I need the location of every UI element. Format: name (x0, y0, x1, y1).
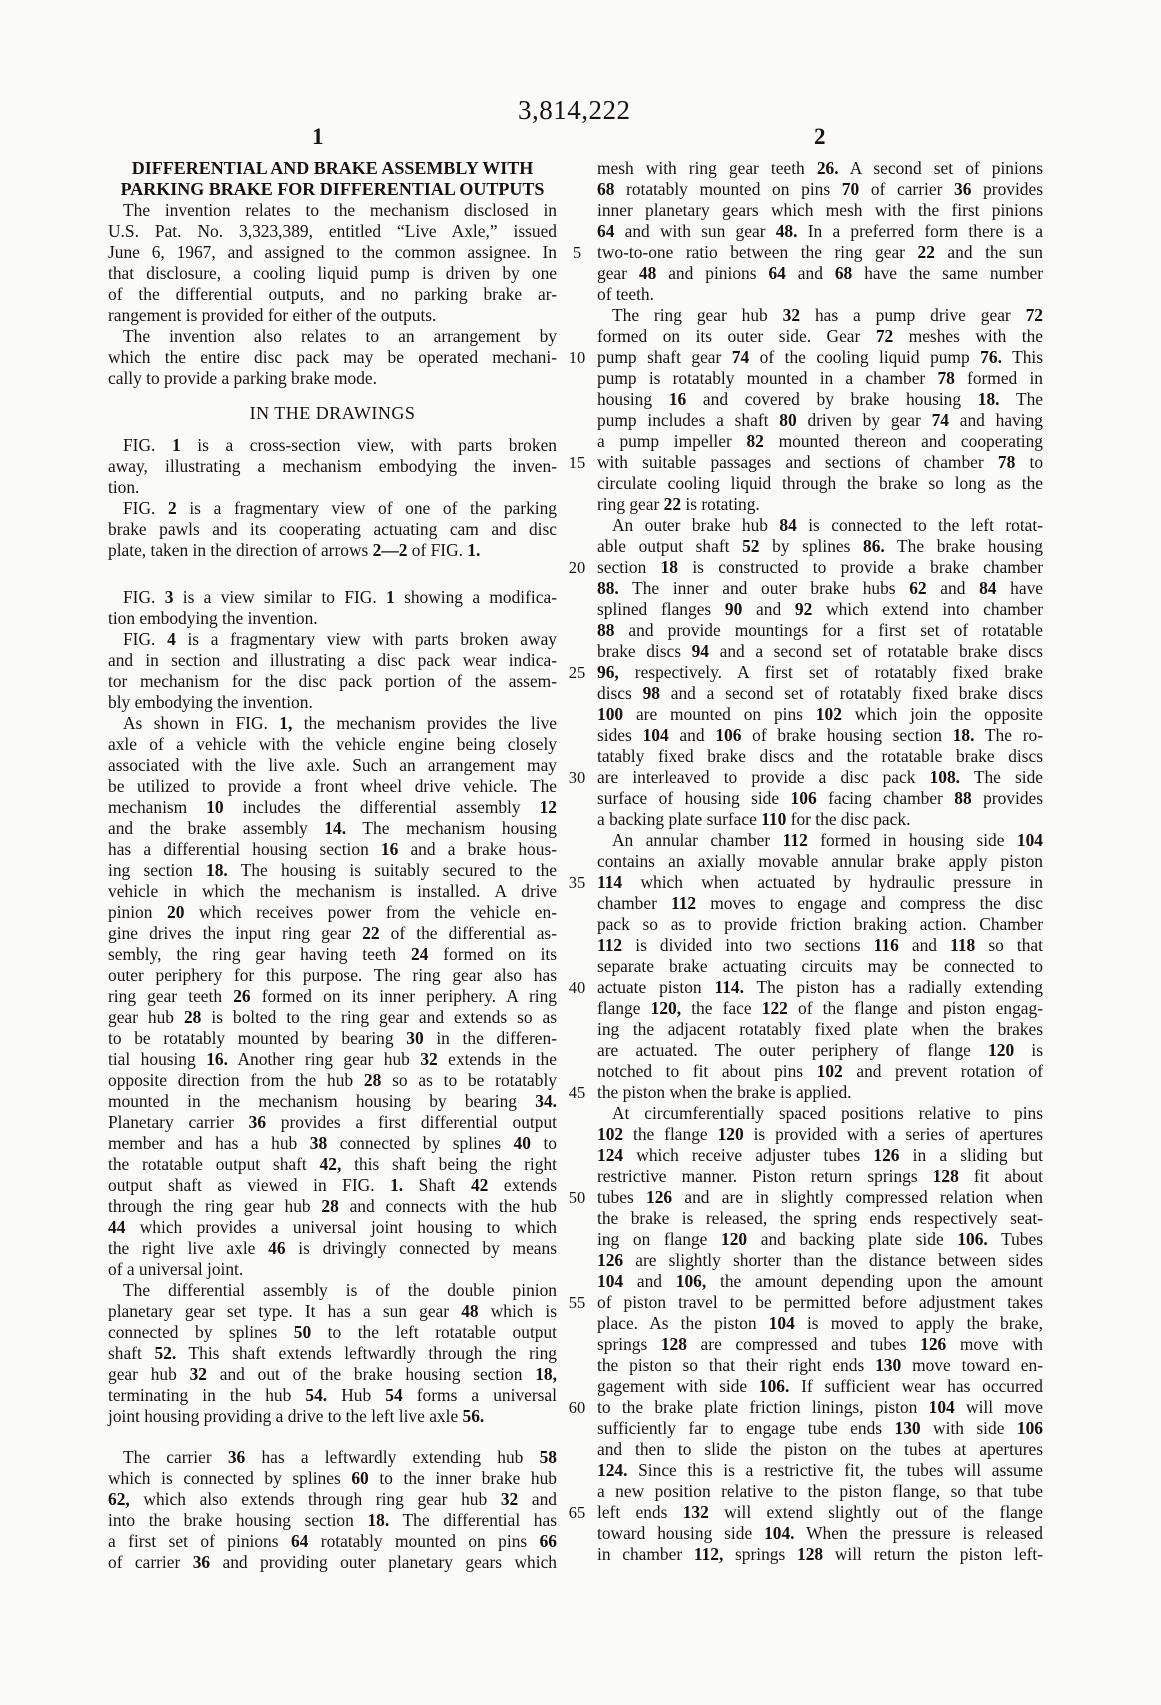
line-number: 60 (568, 1398, 586, 1417)
text-line: notched to fit about pins 102 and prevent rotation of (597, 1061, 1043, 1081)
text-line: and in section and illustrating a disc pack wear indica- (108, 650, 557, 670)
text-line: gear 48 and pinions 64 and 68 have the same number (597, 263, 1043, 283)
text-line: left ends 132 will extend slightly out of the flange (597, 1502, 1043, 1522)
text-line: discs 98 and a second set of rotatably fixed brake discs (597, 683, 1043, 703)
text-line: a first set of pinions 64 rotatably mounted on pins 66 (108, 1531, 557, 1551)
text-line: separate brake actuating circuits may be connected to (597, 956, 1043, 976)
text-line: are interleaved to provide a disc pack 108. The side (597, 767, 1044, 787)
text-line: formed on its outer side. Gear 72 meshes with the (597, 326, 1044, 346)
text-line: pump shaft gear 74 of the cooling liquid pump 76. This (597, 347, 1044, 367)
line-number: 5 (572, 243, 582, 262)
paragraph-spacer (108, 561, 557, 587)
text-line: PARKING BRAKE FOR DIFFERENTIAL OUTPUTS (120, 179, 545, 199)
line-numbers-gutter (556, 158, 598, 1578)
text-line: tatably fixed brake discs and the rotatable brake discs (597, 746, 1043, 766)
text-line: splined flanges 90 and 92 which extend into chamber (597, 599, 1043, 619)
paragraph (108, 326, 557, 389)
text-line: section 18 is constructed to provide a brake chamber (597, 557, 1044, 577)
line-number: 40 (568, 978, 586, 997)
paragraph (108, 435, 557, 498)
text-line: FIG. 4 is a fragmentary view with parts broken away (123, 629, 558, 649)
text-line: tion. (108, 477, 140, 497)
text-line: a pump impeller 82 mounted thereon and cooperating (597, 431, 1044, 451)
line-number: 55 (568, 1293, 586, 1312)
text-line: gine drives the input ring gear 22 of the differential as- (108, 923, 557, 943)
text-line: toward housing side 104. When the pressure is released (597, 1523, 1043, 1543)
text-line: and the brake assembly 14. The mechanism housing (108, 818, 557, 838)
text-line: shaft 52. This shaft extends leftwardly through the ring (108, 1343, 558, 1363)
text-line: 112 is divided into two sections 116 and 118 so that (597, 935, 1043, 955)
text-line: the piston so that their right ends 130 move toward en- (597, 1355, 1043, 1375)
patent-title (108, 158, 557, 200)
text-line: 88 and provide mountings for a first set of rotatable (597, 620, 1043, 640)
line-number: 50 (568, 1188, 586, 1207)
text-line: tor mechanism for the disc pack portion of the assem- (108, 671, 557, 691)
text-line: associated with the live axle. Such an arrangement may (108, 755, 557, 775)
paragraph (597, 830, 1043, 1103)
text-line: pinion 20 which receives power from the vehicle en- (108, 902, 557, 922)
paragraph (108, 498, 557, 561)
text-line: which is connected by splines 60 to the inner brake hub (108, 1468, 557, 1488)
text-line: in chamber 112, springs 128 will return the piston left- (597, 1544, 1043, 1564)
line-number: 35 (568, 873, 586, 892)
text-line: with suitable passages and sections of chamber 78 to (597, 452, 1044, 472)
text-line: springs 128 are compressed and tubes 126 move with (597, 1334, 1044, 1354)
text-line: gear hub 28 is bolted to the ring gear and extends so as (108, 1007, 557, 1027)
patent-number: 3,814,222 (518, 95, 631, 125)
text-line: member and has a hub 38 connected by splines 40 to (108, 1133, 558, 1153)
text-line: circulate cooling liquid through the brake so long as the (597, 473, 1043, 493)
text-line: mesh with ring gear teeth 26. A second set of pinions (597, 158, 1043, 178)
text-line: axle of a vehicle with the vehicle engine being closely (108, 734, 557, 754)
text-line: DIFFERENTIAL AND BRAKE ASSEMBLY WITH (131, 158, 534, 178)
text-line: The carrier 36 has a leftwardly extending hub 58 (123, 1447, 557, 1467)
text-line: 44 which provides a universal joint housing to which (108, 1217, 557, 1237)
text-line: brake discs 94 and a second set of rotatable brake discs (597, 641, 1043, 661)
text-line: the piston when the brake is applied. (597, 1082, 852, 1102)
text-line: The ring gear hub 32 has a pump drive gear 72 (612, 305, 1043, 325)
text-line: sufficiently far to engage tube ends 130 with side 106 (597, 1418, 1043, 1438)
text-line: brake pawls and its cooperating actuating cam and disc (108, 519, 557, 539)
text-line: into the brake housing section 18. The differential has (108, 1510, 557, 1530)
text-line: the brake is released, the spring ends respectively seat- (597, 1208, 1043, 1228)
text-line: tial housing 16. Another ring gear hub 32 extends in the (108, 1049, 557, 1069)
line-number: 30 (568, 768, 586, 787)
text-line: FIG. 3 is a view similar to FIG. 1 showing a modifica- (123, 587, 557, 607)
text-line: of carrier 36 and providing outer planetary gears which (108, 1552, 557, 1572)
text-line: chamber 112 moves to engage and compress the disc (597, 893, 1043, 913)
text-line: connected by splines 50 to the left rotatable output (108, 1322, 557, 1342)
text-line: ring gear teeth 26 formed on its inner periphery. A ring (108, 986, 557, 1006)
text-line: sembly, the ring gear having teeth 24 formed on its (108, 944, 557, 964)
text-line: FIG. 1 is a cross-section view, with parts broken (123, 435, 557, 455)
column-number-left: 1 (312, 124, 324, 149)
text-line: 124 which receive adjuster tubes 126 in a sliding but (597, 1145, 1043, 1165)
text-line: 62, which also extends through ring gear hub 32 and (108, 1489, 557, 1509)
text-line: pack so as to provide friction braking action. Chamber (597, 914, 1043, 934)
text-line: which the entire disc pack may be operated mechani- (108, 347, 557, 367)
text-line: vehicle in which the mechanism is installed. A drive (108, 881, 557, 901)
text-line: tubes 126 and are in slightly compressed relation when (597, 1187, 1044, 1207)
text-line: 68 rotatably mounted on pins 70 of carrier 36 provides (597, 179, 1043, 199)
text-line: sides 104 and 106 of brake housing section 18. The ro- (597, 725, 1043, 745)
text-line: be utilized to provide a front wheel drive vehicle. The (108, 776, 557, 796)
text-line: tion embodying the invention. (108, 608, 318, 628)
paragraph (108, 587, 557, 629)
line-number: 15 (568, 453, 586, 472)
text-line: of the differential outputs, and no parking brake ar- (108, 284, 557, 304)
text-line: that disclosure, a cooling liquid pump is driven by one (108, 263, 557, 283)
line-number: 45 (568, 1083, 586, 1102)
text-line: 96, respectively. A first set of rotatably fixed brake (597, 662, 1043, 682)
text-line: 64 and with sun gear 48. In a preferred form there is a (597, 221, 1043, 241)
paragraph (597, 305, 1043, 515)
text-line: 100 are mounted on pins 102 which join the opposite (597, 704, 1043, 724)
text-line: FIG. 2 is a fragmentary view of one of the parking (123, 498, 557, 518)
line-number: 10 (568, 348, 586, 367)
text-line: Planetary carrier 36 provides a first differential output (108, 1112, 557, 1132)
text-line: ing on flange 120 and backing plate side 106. Tubes (597, 1229, 1043, 1249)
text-line: contains an axially movable annular brake apply piston (597, 851, 1043, 871)
text-line: actuate piston 114. The piston has a radially extending (597, 977, 1043, 997)
text-line: of piston travel to be permitted before adjustment takes (597, 1292, 1043, 1312)
text-line: U.S. Pat. No. 3,323,389, entitled “Live Axle,” issued (108, 221, 557, 241)
text-line: housing 16 and covered by brake housing 18. The (597, 389, 1043, 409)
text-line: gear hub 32 and out of the brake housing section 18, (108, 1364, 557, 1384)
text-line: 114 which when actuated by hydraulic pressure in (597, 872, 1043, 892)
text-line: bly embodying the invention. (108, 692, 313, 712)
text-line: 102 the flange 120 is provided with a series of apertures (597, 1124, 1043, 1144)
right-column (597, 158, 1043, 1565)
paragraph (108, 1280, 557, 1427)
text-line: At circumferentially spaced positions relative to pins (612, 1103, 1043, 1123)
text-line: place. As the piston 104 is moved to apply the brake, (597, 1313, 1043, 1333)
text-line: inner planetary gears which mesh with the first pinions (597, 200, 1043, 220)
text-line: An annular chamber 112 formed in housing side 104 (612, 830, 1043, 850)
text-line: surface of housing side 106 facing chamber 88 provides (597, 788, 1044, 808)
text-line: cally to provide a parking brake mode. (108, 368, 377, 388)
text-line: to be rotatably mounted by bearing 30 in the differen- (108, 1028, 557, 1048)
text-line: The invention relates to the mechanism disclosed in (123, 200, 557, 220)
text-line: away, illustrating a mechanism embodying the inven- (108, 456, 557, 476)
text-line: planetary gear set type. It has a sun gear 48 which is (108, 1301, 557, 1321)
text-line: ring gear 22 is rotating. (597, 494, 760, 514)
column-number-right: 2 (814, 124, 826, 149)
paragraph (597, 515, 1043, 830)
text-line: The differential assembly is of the double pinion (123, 1280, 557, 1300)
text-line: plate, taken in the direction of arrows 2—2 of FIG. 1. (108, 540, 481, 560)
text-line: mechanism 10 includes the differential assembly 12 (108, 797, 557, 817)
text-line: output shaft as viewed in FIG. 1. Shaft 42 extends (108, 1175, 557, 1195)
text-line: An outer brake hub 84 is connected to the left rotat- (612, 515, 1044, 535)
text-line: flange 120, the face 122 of the flange and piston engag- (597, 998, 1043, 1018)
paragraph (108, 200, 557, 326)
text-line: ing section 18. The housing is suitably secured to the (108, 860, 558, 880)
text-line: restrictive manner. Piston return springs 128 fit about (597, 1166, 1043, 1186)
paragraph (108, 713, 557, 1280)
text-line: the right live axle 46 is drivingly connected by means (108, 1238, 557, 1258)
paragraph (108, 629, 557, 713)
paragraph (597, 1103, 1043, 1565)
text-line: a new position relative to the piston flange, so that tube (597, 1481, 1043, 1501)
text-line: pump includes a shaft 80 driven by gear 74 and having (597, 410, 1043, 430)
text-line: joint housing providing a drive to the left live axle 56. (108, 1406, 485, 1426)
text-line: a backing plate surface 110 for the disc pack. (597, 809, 911, 829)
text-line: of teeth. (597, 284, 654, 304)
text-line: to the brake plate friction linings, piston 104 will move (597, 1397, 1043, 1417)
text-line: As shown in FIG. 1, the mechanism provides the live (123, 713, 557, 733)
paragraph (108, 1447, 557, 1573)
text-line: has a differential housing section 16 and a brake hous- (108, 839, 557, 859)
text-line: opposite direction from the hub 28 so as to be rotatably (108, 1070, 557, 1090)
text-line: mounted in the mechanism housing by bearing 34. (108, 1091, 557, 1111)
left-column (108, 158, 557, 1573)
line-number: 25 (568, 663, 586, 682)
text-line: able output shaft 52 by splines 86. The brake housing (597, 536, 1044, 556)
text-line: rangement is provided for either of the outputs. (108, 305, 437, 325)
text-line: ing the adjacent rotatably fixed plate when the brakes (597, 1019, 1043, 1039)
text-line: The invention also relates to an arrangement by (123, 326, 557, 346)
text-line: and then to slide the piston on the tubes at apertures (597, 1439, 1043, 1459)
text-line: pump is rotatably mounted in a chamber 78 formed in (597, 368, 1043, 388)
text-line: 126 are slightly shorter than the distance between sides (597, 1250, 1043, 1270)
text-line: are actuated. The outer periphery of flange 120 is (597, 1040, 1043, 1060)
text-line: gagement with side 106. If sufficient wear has occurred (597, 1376, 1043, 1396)
text-line: June 6, 1967, and assigned to the common assignee. In (108, 242, 557, 262)
text-line: outer periphery for this purpose. The ring gear also has (108, 965, 557, 985)
text-line: of a universal joint. (108, 1259, 244, 1279)
text-line: 88. The inner and outer brake hubs 62 and 84 have (597, 578, 1043, 598)
line-number: 20 (568, 558, 586, 577)
text-line: 124. Since this is a restrictive fit, the tubes will assume (597, 1460, 1043, 1480)
line-number: 65 (568, 1503, 586, 1522)
paragraph (597, 158, 1043, 305)
text-line: the rotatable output shaft 42, this shaft being the right (108, 1154, 557, 1174)
text-line: two-to-one ratio between the ring gear 22 and the sun (597, 242, 1043, 262)
text-line: 104 and 106, the amount depending upon the amount (597, 1271, 1043, 1291)
section-heading: IN THE DRAWINGS (249, 403, 416, 423)
text-line: terminating in the hub 54. Hub 54 forms a universal (108, 1385, 557, 1405)
text-line: through the ring gear hub 28 and connects with the hub (108, 1196, 557, 1216)
paragraph-spacer (108, 1427, 557, 1447)
